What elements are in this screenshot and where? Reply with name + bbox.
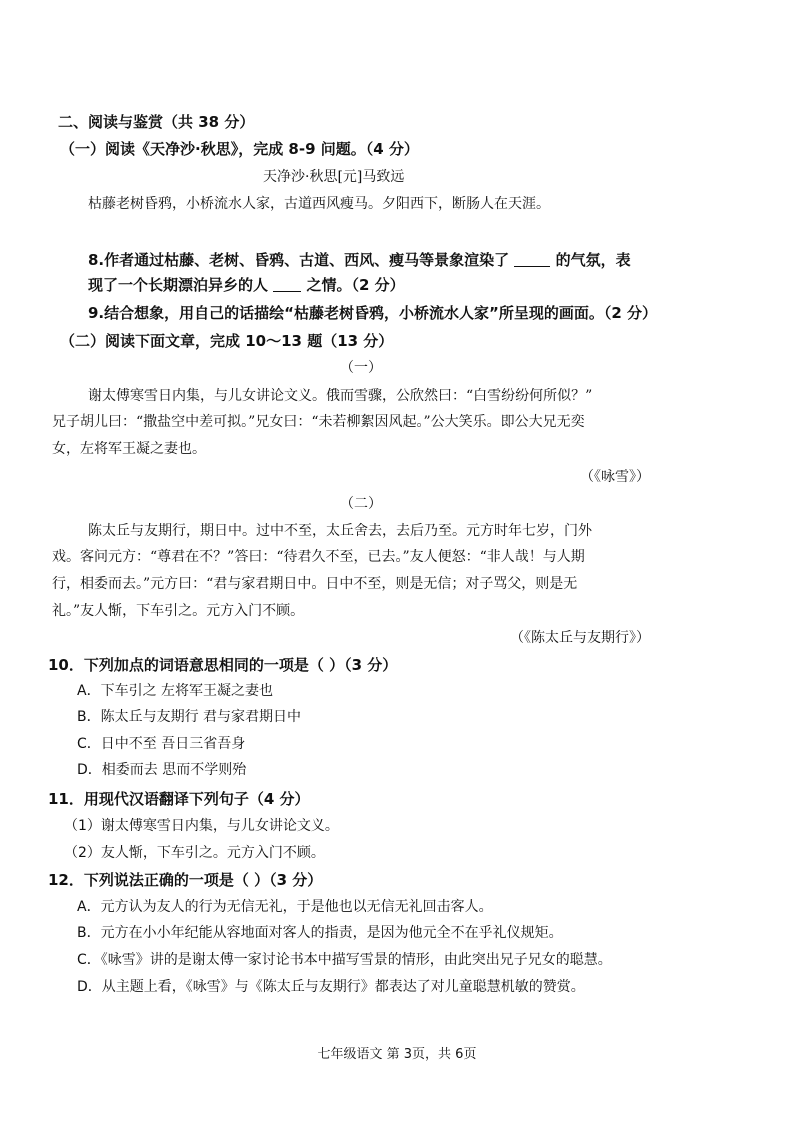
q8-text-a: 8.作者通过枯藤、老树、昏鸦、古道、西风、瘦马等景象渲染了 bbox=[88, 251, 510, 269]
text1-line-3: 女，左将军王凝之妻也。 bbox=[52, 441, 206, 457]
q10-option-b[interactable]: B．陈太丘与友期行 君与家君期日中 bbox=[77, 709, 302, 725]
q8-text-d: 之情。（2 分） bbox=[306, 276, 405, 294]
text1-line-2: 兄子胡儿曰：“撒盐空中差可拟。”兄女曰：“未若柳絮因风起。”公大笑乐。即公大兄无奕 bbox=[52, 414, 585, 430]
section-title: 二、阅读与鉴赏（共 38 分） bbox=[58, 113, 255, 131]
text2-line-4: 礼。”友人惭，下车引之。元方入门不顾。 bbox=[52, 603, 305, 619]
q11-item-1: （1）谢太傅寒雪日内集，与儿女讲论文义。 bbox=[64, 818, 339, 834]
q10-option-a[interactable]: A．下车引之 左将军王凝之妻也 bbox=[77, 683, 274, 699]
q12-option-c[interactable]: C．《咏雪》讲的是谢太傅一家讨论书本中描写雪景的情形，由此突出兄子兄女的聪慧。 bbox=[77, 952, 612, 968]
page-footer: 七年级语文 第 3页，共 6页 bbox=[317, 1047, 477, 1062]
q8-blank-2[interactable] bbox=[273, 277, 301, 292]
q8-text-c: 现了一个长期漂泊异乡的人 bbox=[88, 276, 269, 294]
q11-item-2: （2）友人惭，下车引之。元方入门不顾。 bbox=[64, 845, 325, 861]
part2-header: （二）阅读下面文章，完成 10～13 题（13 分） bbox=[60, 332, 394, 350]
question-11-stem: 11．用现代汉语翻译下列句子（4 分） bbox=[48, 790, 310, 808]
q8-blank-1[interactable] bbox=[514, 252, 550, 267]
text2-line-3: 行，相委而去。”元方曰：“君与家君期日中。日中不至，则是无信；对子骂父，则是无 bbox=[52, 576, 578, 592]
text1-source: （《咏雪》） bbox=[580, 469, 650, 485]
question-12-stem: 12．下列说法正确的一项是（ ）（3 分） bbox=[48, 871, 323, 889]
q12-option-a[interactable]: A．元方认为友人的行为无信无礼，于是他也以无信无礼回击客人。 bbox=[77, 899, 493, 915]
part1-header: （一）阅读《天净沙·秋思》，完成 8-9 问题。（4 分） bbox=[60, 140, 419, 158]
q10-option-c[interactable]: C．日中不至 吾日三省吾身 bbox=[77, 736, 246, 752]
question-8-line2 bbox=[88, 274, 405, 295]
q8-text-b: 的气氛，表 bbox=[555, 251, 631, 269]
text1-label: （一） bbox=[340, 360, 382, 376]
poem-title: 天净沙·秋思[元]马致远 bbox=[263, 169, 405, 185]
q12-option-b[interactable]: B．元方在小小年纪能从容地面对客人的指责，是因为他元全不在乎礼仪规矩。 bbox=[77, 925, 563, 941]
question-8-line1 bbox=[88, 249, 631, 270]
text2-label: （二） bbox=[340, 496, 382, 512]
question-10-stem: 10．下列加点的词语意思相同的一项是（ ）（3 分） bbox=[48, 656, 398, 674]
text2-line-2: 戏。客问元方：“尊君在不？”答曰：“待君久不至，已去。”友人便怒：“非人哉！与人期 bbox=[52, 549, 585, 565]
text2-line-1: 陈太丘与友期行，期日中。过中不至，太丘舍去，去后乃至。元方时年七岁，门外 bbox=[88, 523, 592, 539]
text2-source: （《陈太丘与友期行》） bbox=[510, 630, 650, 646]
text1-line-1: 谢太傅寒雪日内集，与儿女讲论文义。俄而雪骤，公欣然曰：“白雪纷纷何所似？” bbox=[88, 388, 593, 404]
poem-text: 枯藤老树昏鸦，小桥流水人家，古道西风瘦马。夕阳西下，断肠人在天涯。 bbox=[88, 196, 550, 212]
question-9: 9.结合想象，用自己的话描绘“枯藤老树昏鸦，小桥流水人家”所呈现的画面。（2 分） bbox=[88, 304, 658, 322]
q10-option-d[interactable]: D．相委而去 思而不学则殆 bbox=[77, 762, 247, 778]
q12-option-d[interactable]: D．从主题上看，《咏雪》与《陈太丘与友期行》都表达了对儿童聪慧机敏的赞赏。 bbox=[77, 979, 585, 995]
